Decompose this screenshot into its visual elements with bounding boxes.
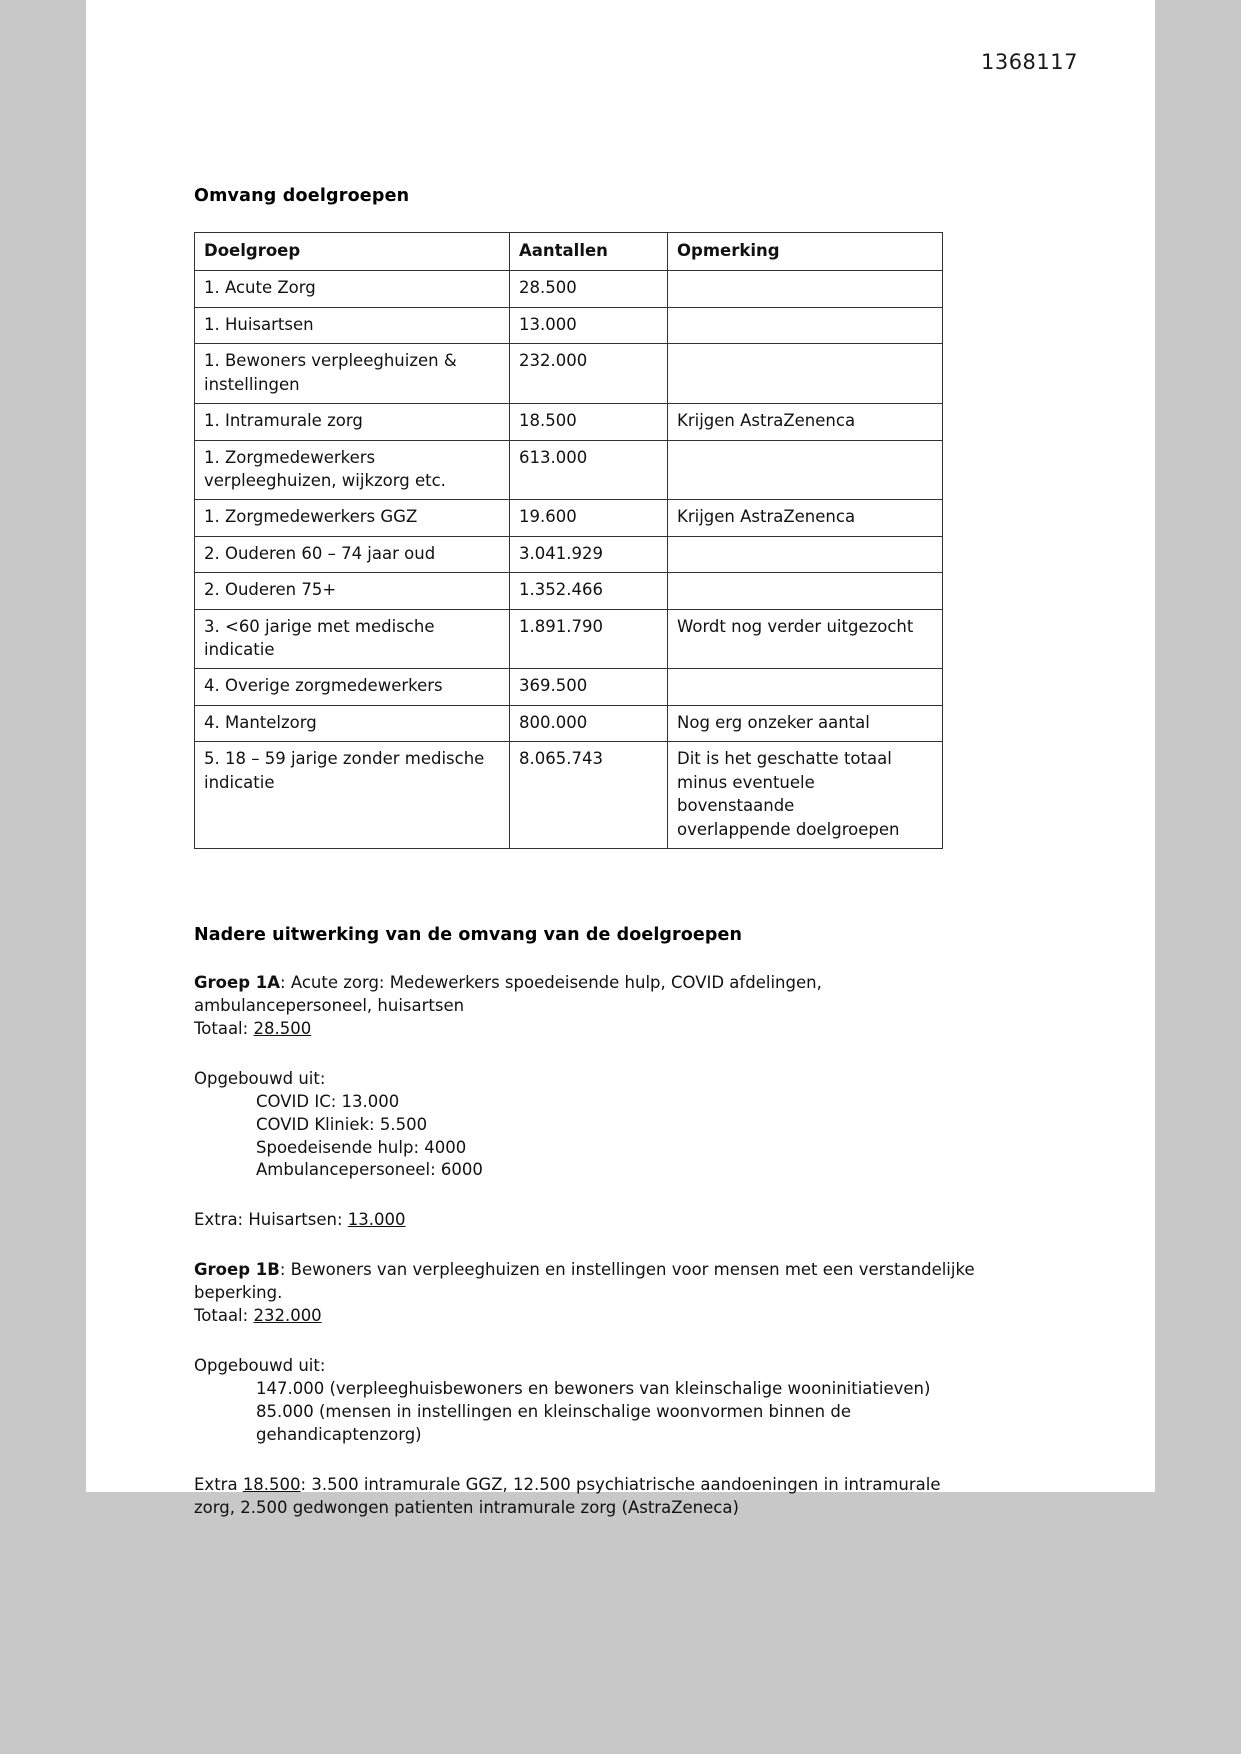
document-number: 1368117 <box>980 50 1078 74</box>
groep-1a-totaal-value: 28.500 <box>253 1018 312 1038</box>
groep-1a-item-3: Ambulancepersoneel: 6000 <box>256 1160 483 1180</box>
table-row <box>195 609 943 669</box>
groep-1b-extra-value: 18.500 <box>242 1474 301 1494</box>
groep-1b-extra-suffix: : 3.500 intramurale GGZ, 12.500 psychiatrische aandoeningen in intramurale zorg, 2.500 gedwongen patienten intramurale zorg (AstraZeneca) <box>194 1474 941 1517</box>
groep-1b-label: Groep 1B <box>194 1260 280 1280</box>
cell-aantallen: 3.041.929 <box>510 536 668 572</box>
groep-1a-item-1: COVID Kliniek: 5.500 <box>256 1114 428 1134</box>
groep-1a-label: Groep 1A <box>194 973 281 993</box>
cell-aantallen: 613.000 <box>510 440 668 500</box>
table-row <box>195 669 943 705</box>
cell-aantallen: 800.000 <box>510 705 668 741</box>
groep-1b-totaal-label: Totaal: <box>194 1306 254 1326</box>
groep-1b-opgebouwd-label: Opgebouwd uit: <box>194 1356 326 1376</box>
cell-aantallen: 28.500 <box>510 271 668 307</box>
cell-aantallen: 1.891.790 <box>510 609 668 669</box>
table-row <box>195 271 943 307</box>
groep-1a-extra-value: 13.000 <box>347 1210 406 1230</box>
groep-1b-extra <box>194 1474 984 1520</box>
cell-doelgroep: 4. Mantelzorg <box>195 705 510 741</box>
cell-aantallen: 18.500 <box>510 404 668 440</box>
table-row <box>195 573 943 609</box>
cell-aantallen: 19.600 <box>510 500 668 536</box>
cell-opmerking: Nog erg onzeker aantal <box>668 705 943 741</box>
groep-1a-totaal-label: Totaal: <box>194 1018 254 1038</box>
groep-1a-extra <box>194 1209 984 1232</box>
cell-doelgroep: 1. Intramurale zorg <box>195 404 510 440</box>
section-heading-nadere-uitwerking: Nadere uitwerking van de omvang van de doelgroepen <box>194 925 743 946</box>
cell-doelgroep: 5. 18 – 59 jarige zonder medische indicatie <box>195 742 510 849</box>
groep-1b-breakdown <box>194 1355 984 1447</box>
cell-opmerking <box>668 344 943 404</box>
cell-doelgroep: 1. Huisartsen <box>195 307 510 343</box>
groep-1a-item-0: COVID IC: 13.000 <box>256 1091 400 1111</box>
groep-1b-totaal-value: 232.000 <box>253 1306 322 1326</box>
table-body <box>195 271 943 849</box>
document-page <box>86 0 1155 1517</box>
cell-doelgroep: 1. Acute Zorg <box>195 271 510 307</box>
cell-opmerking: Wordt nog verder uitgezocht <box>668 609 943 669</box>
cell-opmerking <box>668 440 943 500</box>
cell-aantallen: 369.500 <box>510 669 668 705</box>
groep-1a-item-2: Spoedeisende hulp: 4000 <box>256 1137 467 1157</box>
cell-doelgroep: 3. <60 jarige met medische indicatie <box>195 609 510 669</box>
cell-opmerking: Krijgen AstraZenenca <box>668 404 943 440</box>
table-row <box>195 705 943 741</box>
table-row <box>195 536 943 572</box>
cell-opmerking <box>668 536 943 572</box>
groep-1a-extra-label: Extra: Huisartsen: <box>194 1210 348 1230</box>
cell-opmerking <box>668 573 943 609</box>
groep-1b-description <box>194 1259 984 1328</box>
column-header-aantallen: Aantallen <box>510 233 668 271</box>
cell-doelgroep: 1. Zorgmedewerkers verpleeghuizen, wijkzorg etc. <box>195 440 510 500</box>
table-header-row <box>195 233 943 271</box>
groep-1a-description <box>194 972 984 1041</box>
groep-1b-extra-prefix: Extra <box>194 1474 243 1494</box>
table-row <box>195 404 943 440</box>
cell-opmerking <box>668 307 943 343</box>
cell-aantallen: 13.000 <box>510 307 668 343</box>
page-title: Omvang doelgroepen <box>194 186 410 206</box>
groep-1a-text: : Acute zorg: Medewerkers spoedeisende hulp, COVID afdelingen, ambulancepersoneel, huisartsen <box>194 973 822 1015</box>
target-groups-table <box>194 232 943 849</box>
table-row <box>195 344 943 404</box>
cell-aantallen: 232.000 <box>510 344 668 404</box>
table-row <box>195 500 943 536</box>
table-row <box>195 742 943 849</box>
groep-1a-opgebouwd-label: Opgebouwd uit: <box>194 1068 326 1088</box>
table-row <box>195 307 943 343</box>
cell-doelgroep: 4. Overige zorgmedewerkers <box>195 669 510 705</box>
groep-1b-text: : Bewoners van verpleeghuizen en instellingen voor mensen met een verstandelijke beperking. <box>194 1260 975 1303</box>
cell-opmerking: Krijgen AstraZenenca <box>668 500 943 536</box>
cell-doelgroep: 2. Ouderen 75+ <box>195 573 510 609</box>
cell-opmerking <box>668 271 943 307</box>
cell-aantallen: 8.065.743 <box>510 742 668 849</box>
groep-1b-item-0: 147.000 (verpleeghuisbewoners en bewoners van kleinschalige wooninitiatieven) <box>256 1379 931 1398</box>
cell-doelgroep: 1. Zorgmedewerkers GGZ <box>195 500 510 536</box>
cell-opmerking: Dit is het geschatte totaal minus eventuele bovenstaande overlappende doelgroepen <box>668 742 943 849</box>
cell-doelgroep: 1. Bewoners verpleeghuizen & instellingen <box>195 344 510 404</box>
cell-aantallen: 1.352.466 <box>510 573 668 609</box>
column-header-opmerking: Opmerking <box>668 233 943 271</box>
table-row <box>195 440 943 500</box>
groep-1a-breakdown <box>194 1068 984 1183</box>
cell-opmerking <box>668 669 943 705</box>
groep-1b-item-1: 85.000 (mensen in instellingen en kleinschalige woonvormen binnen de gehandicaptenzorg) <box>256 1401 851 1444</box>
document-content <box>194 186 1054 1520</box>
cell-doelgroep: 2. Ouderen 60 – 74 jaar oud <box>195 536 510 572</box>
column-header-doelgroep: Doelgroep <box>195 233 510 271</box>
